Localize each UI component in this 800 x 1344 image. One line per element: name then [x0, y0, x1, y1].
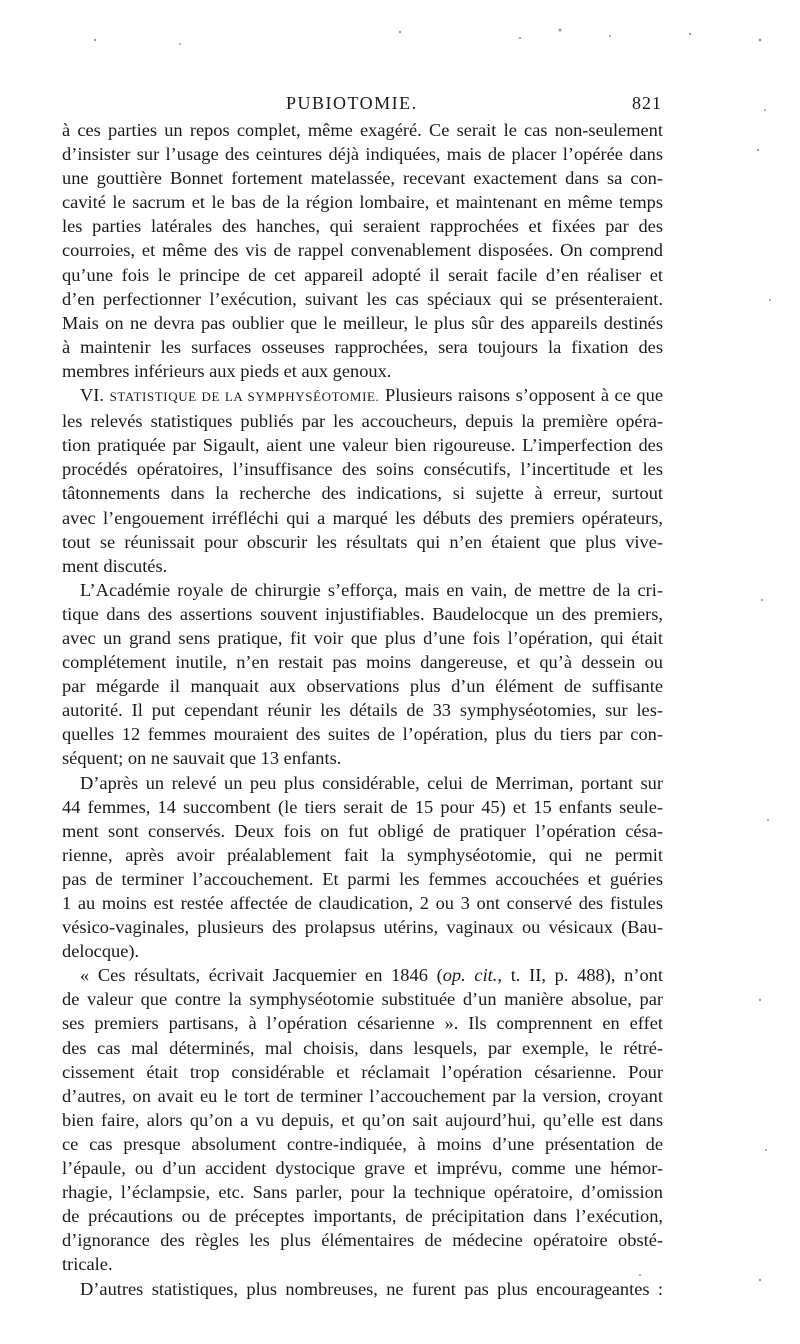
section-heading-line	[62, 383, 663, 409]
text-line: L’Académie royale de chirurgie s’efforça, mais en vain, de mettre de la cri-	[80, 579, 663, 600]
text-line: complétement inutile, n’en restait pas moins dangereuse, et qu’à dessein ou	[62, 652, 663, 673]
text-line: avec un grand sens pratique, fit voir que plus d’une fois l’opération, qui était	[62, 627, 663, 648]
text-line: tique dans des assertions souvent injustifiables. Baudelocque un des premiers,	[62, 603, 663, 624]
text-line: bien faire, alors qu’on a vu depuis, et qu’on sait aujourd’hui, qu’elle est dans	[62, 1109, 663, 1130]
text-line: courroies, et même des vis de rappel convenablement disposées. On comprend	[62, 240, 663, 261]
text-line: tricale.	[62, 1254, 113, 1275]
text-line: delocque).	[62, 941, 140, 962]
text-line: autorité. Il put cependant réunir les détails de 33 symphyséotomies, sur les-	[62, 700, 663, 721]
text-line: par mégarde il manquait aux observations plus d’un élément de suffisante	[62, 676, 663, 697]
text-line: les relevés statistiques publiés par les accoucheurs, depuis la première opéra-	[62, 411, 663, 432]
text-line: ce cas presque absolument contre-indiquée, à moins d’une présentation de	[62, 1133, 663, 1154]
text-line: membres inférieurs aux pieds et aux genoux.	[62, 360, 392, 381]
text-line: les parties latérales des hanches, qui seraient rapprochées et fixées par des	[62, 216, 663, 237]
section-lead-text: Plusieurs raisons s’opposent à ce que	[384, 385, 663, 406]
text-line: cavité le sacrum et le bas de la région lombaire, et maintenant en même temps	[62, 192, 663, 213]
text-line: ment discutés.	[62, 555, 168, 576]
text-line: de valeur que contre la symphyséotomie substituée d’un manière absolue, par	[62, 989, 663, 1010]
text-line: une gouttière Bonnet fortement matelassée, recevant exactement dans sa con-	[62, 168, 663, 189]
text-line: D’après un relevé un peu plus considérable, celui de Merriman, portant sur	[80, 772, 663, 793]
text-line: Mais on ne devra pas oublier que le meilleur, le plus sûr des appareils destinés	[62, 312, 663, 333]
text-line: d’insister sur l’usage des ceintures déjà indiquées, mais de placer l’opérée dans	[62, 144, 663, 165]
citation-abbrev: op. cit.	[442, 965, 498, 986]
text-line: de précautions ou de préceptes importants, de précipitation dans l’exécution,	[62, 1206, 663, 1227]
text-line: avec l’engouement irréfléchi qui a marqué les débuts des premiers opérateurs,	[62, 507, 663, 528]
text-line: pas de terminer l’accouchement. Et parmi les femmes accouchées et guéries	[62, 868, 663, 889]
text-line: D’autres statistiques, plus nombreuses, ne furent pas plus encourageantes :	[80, 1278, 663, 1299]
text-line: procédés opératoires, l’insuffisance des soins consécutifs, l’incertitude et les	[62, 459, 663, 480]
text-line: rhagie, l’éclampsie, etc. Sans parler, pour la technique opératoire, d’omission	[62, 1182, 663, 1203]
text-line: d’en perfectionner l’exécution, suivant les cas spéciaux qui se présenteraient.	[62, 288, 663, 309]
text-line: cissement était trop considérable et réclamait l’opération césarienne. Pour	[62, 1061, 663, 1082]
page-number: 821	[632, 93, 662, 113]
text-line: ment sont conservés. Deux fois on fut obligé de pratiquer l’opération césa-	[62, 820, 663, 841]
running-title: PUBIOTOMIE.	[286, 93, 418, 113]
text-line: « Ces résultats, écrivait Jacquemier en 1846 (op. cit., t. II, p. 488), n’ont	[80, 965, 663, 986]
running-header	[62, 93, 662, 117]
text-line: séquent; on ne sauvait que 13 enfants.	[62, 748, 342, 769]
text-line: qu’une fois le principe de cet appareil adopté il serait facile d’en réaliser et	[62, 264, 663, 285]
text-line: 1 au moins est restée affectée de claudication, 2 ou 3 ont conservé des fistules	[62, 893, 663, 913]
text-line: tâtonnements dans la recherche des indications, si sujette à erreur, surtout	[62, 483, 663, 504]
text-line: ses premiers partisans, à l’opération césarienne ». Ils comprennent en effet	[62, 1013, 663, 1034]
text-line: tout se réunissait pour obscurir les résultats qui n’en étaient que plus vive-	[62, 531, 663, 552]
body-text	[62, 118, 663, 1301]
text-line: d’autres, on avait eu le tort de terminer l’accouchement par la version, croyant	[62, 1085, 663, 1106]
text-line: l’épaule, ou d’un accident dystocique grave et imprévu, comme une hémor-	[62, 1158, 663, 1179]
section-heading: STATISTIQUE DE LA SYMPHYSÉOTOMIE.	[109, 389, 380, 405]
text-line: vésico-vaginales, plusieurs des prolapsus utérins, vaginaux ou vésicaux (Bau-	[62, 917, 663, 938]
text-line: tion pratiquée par Sigault, aient une valeur bien rigoureuse. L’imperfection des	[62, 435, 663, 456]
text-line: des cas mal déterminés, mal choisis, dans lesquels, par exemple, le rétré-	[62, 1037, 663, 1058]
text-line: rienne, après avoir préalablement fait la symphyséotomie, qui ne permit	[62, 844, 663, 865]
text-line: 44 femmes, 14 succombent (le tiers serait de 15 pour 45) et 15 enfants seule-	[62, 796, 663, 817]
text-line: à ces parties un repos complet, même exagéré. Ce serait le cas non-seulement	[62, 120, 663, 140]
text-line: d’ignorance des règles les plus élémentaires de médecine opératoire obsté-	[62, 1230, 663, 1251]
text-line: quelles 12 femmes mouraient des suites de l’opération, plus du tiers par con-	[62, 724, 663, 745]
section-number: VI.	[80, 385, 105, 406]
text-line: à maintenir les surfaces osseuses rapprochées, sera toujours la fixation des	[62, 336, 663, 357]
